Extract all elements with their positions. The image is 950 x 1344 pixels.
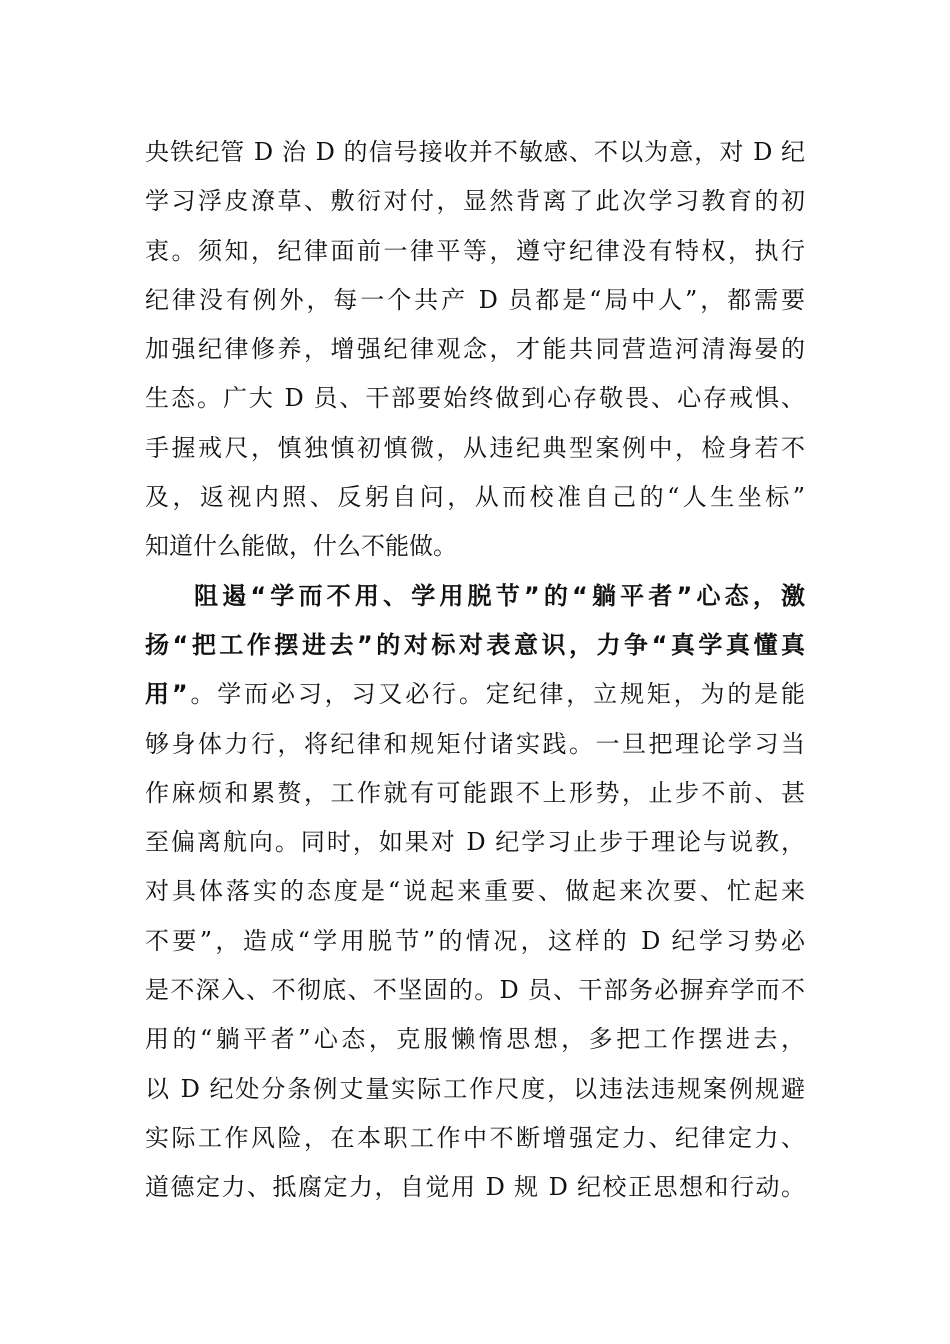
text-line: 够身体力行，将纪律和规矩付诸实践。一旦把理论学习当: [145, 729, 805, 758]
text-line: 实际工作风险，在本职工作中不断增强定力、纪律定力、: [145, 1123, 805, 1152]
paragraph-2: [145, 572, 805, 1213]
text-line: 以 D 纪处分条例丈量实际工作尺度，以违法违规案例规避: [145, 1074, 805, 1103]
text-line: 纪律没有例外，每一个共产 D 员都是“局中人”，都需要: [145, 285, 805, 314]
paragraph-1: [145, 128, 805, 572]
text-line: 是不深入、不彻底、不坚固的。D 员、干部务必摒弃学而不: [145, 976, 805, 1005]
text-line: 学习浮皮潦草、敷衍对付，显然背离了此次学习教育的初: [145, 187, 805, 216]
text-line: 道德定力、抵腐定力，自觉用 D 规 D 纪校正思想和行动。: [145, 1173, 805, 1202]
text-line: 生态。广大 D 员、干部要始终做到心存敬畏、心存戒惧、: [145, 384, 805, 413]
text-line-mixed: [145, 670, 805, 719]
text-line: 加强纪律修养，增强纪律观念，才能共同营造河清海晏的: [145, 335, 805, 364]
document-body: [145, 128, 805, 1213]
text-line: 至偏离航向。同时，如果对 D 纪学习止步于理论与说教，: [145, 828, 805, 857]
text-line: 作麻烦和累赘，工作就有可能跟不上形势，止步不前、甚: [145, 778, 805, 807]
text-line: 用的“躺平者”心态，克服懒惰思想，多把工作摆进去，: [145, 1025, 805, 1054]
text-line: 对具体落实的态度是“说起来重要、做起来次要、忙起来: [145, 877, 805, 906]
text-line: 央铁纪管 D 治 D 的信号接收并不敏感、不以为意，对 D 纪: [145, 138, 805, 166]
paragraph-heading-end: 用”: [145, 680, 188, 709]
text-span: 。学而必习，习又必行。定纪律，立规矩，为的是能: [187, 680, 805, 709]
text-line: 不要”，造成“学用脱节”的情况，这样的 D 纪学习势必: [145, 926, 805, 955]
text-line: 衷。须知，纪律面前一律平等，遵守纪律没有特权，执行: [145, 236, 805, 265]
text-line: 手握戒尺，慎独慎初慎微，从违纪典型案例中，检身若不: [145, 433, 805, 462]
paragraph-heading-line: 阻遏“学而不用、学用脱节”的“躺平者”心态，激: [194, 581, 805, 610]
text-line: 知道什么能做，什么不能做。: [145, 532, 457, 561]
text-line: 及，返视内照、反躬自问，从而校准自己的“人生坐标”: [145, 483, 805, 512]
paragraph-heading-line: 扬“把工作摆进去”的对标对表意识，力争“真学真懂真: [145, 630, 805, 659]
